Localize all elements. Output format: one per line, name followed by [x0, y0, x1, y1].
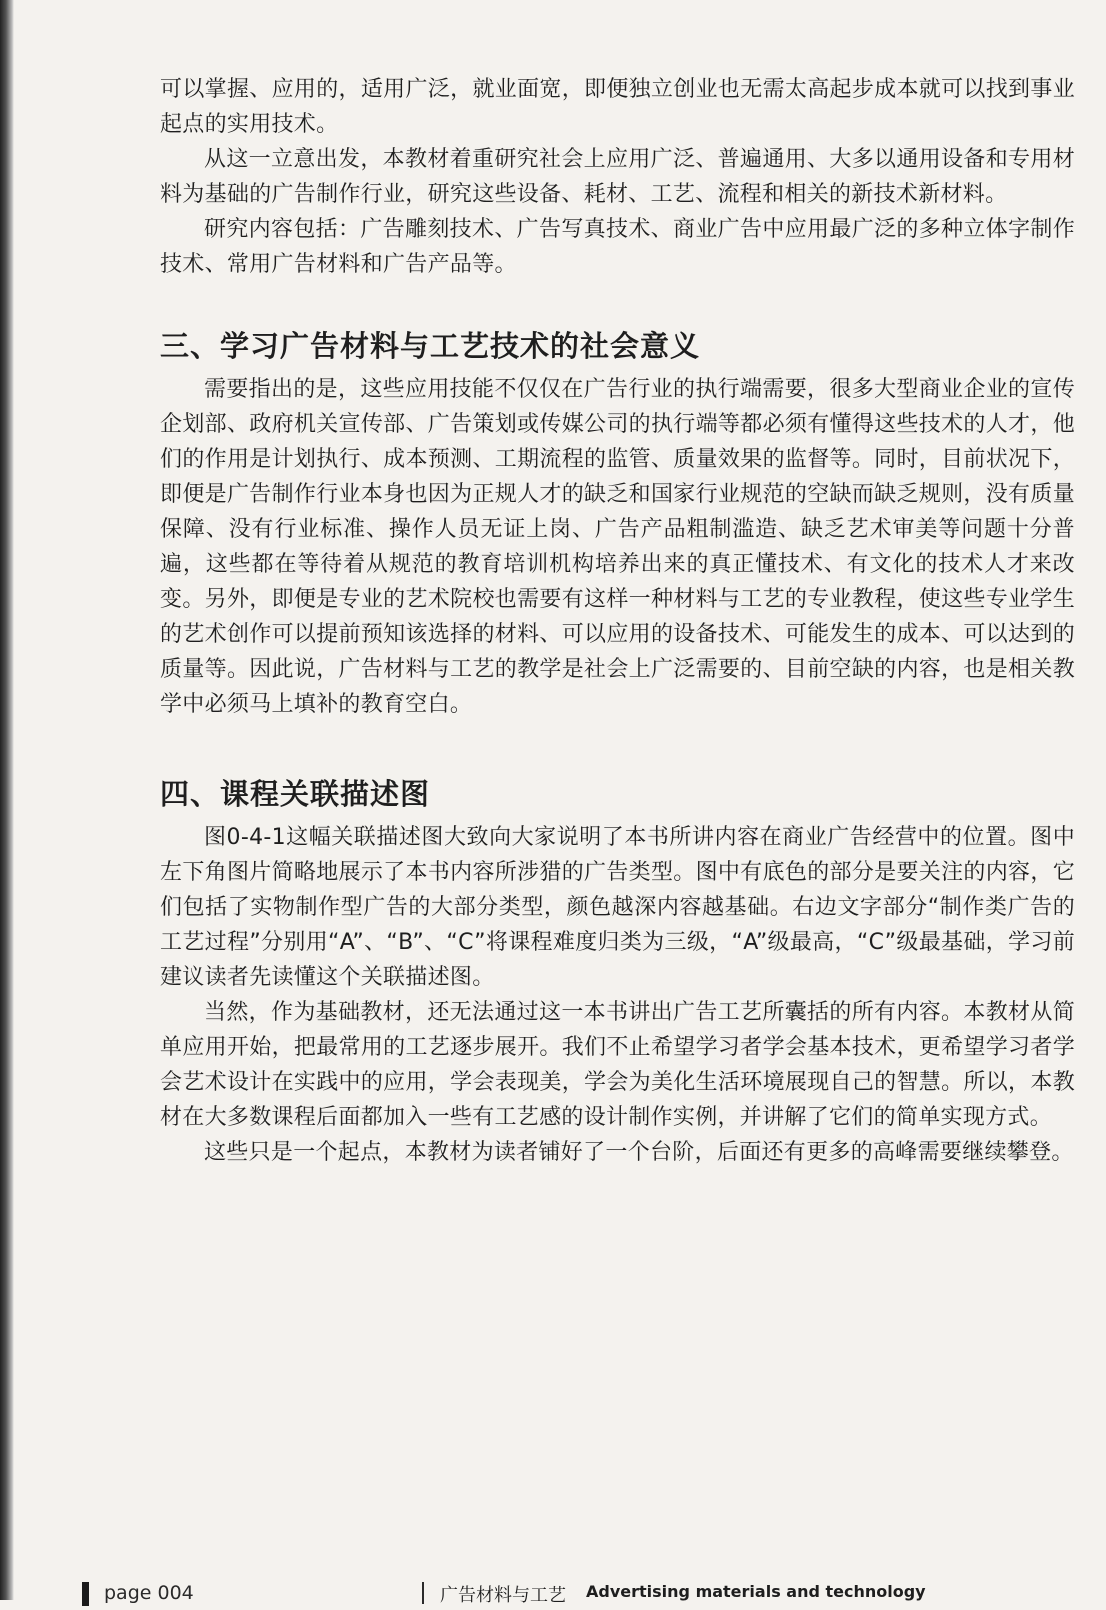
paragraph-continuation: 可以掌握、应用的，适用广泛，就业面宽，即便独立创业也无需太高起步成本就可以找到事业起点的实用技术。	[160, 77, 1075, 137]
section-4-heading: 四、课程关联描述图	[160, 777, 431, 811]
section-4-paragraph-3: 这些只是一个起点，本教材为读者铺好了一个台阶，后面还有更多的高峰需要继续攀登。	[204, 1140, 1074, 1165]
paragraph-focus: 从这一立意出发，本教材着重研究社会上应用广泛、普遍通用、大多以通用设备和专用材料为基础的广告制作行业，研究这些设备、耗材、工艺、流程和相关的新技术新材料。	[160, 147, 1075, 207]
section-3-paragraph: 需要指出的是，这些应用技能不仅仅在广告行业的执行端需要，很多大型商业企业的宣传企划部、政府机关宣传部、广告策划或传媒公司的执行端等都必须有懂得这些技术的人才，他们的作用是计划执行、成本预测、工期流程的监管、质量效果的监督等。同时，目前状况下，即便是广告制作行业本身也因为正规人才的缺乏和国家行业规范的空缺而缺乏规则，没有质量保障、没有行业标准、操作人员无证上岗、广告产品粗制滥造、缺乏艺术审美等问题十分普遍，这些都在等待着从规范的教育培训机构培养出来的真正懂技术、有文化的技术人才来改变。另外，即便是专业的艺术院校也需要有这样一种材料与工艺的专业教程，使这些专业学生的艺术创作可以提前预知该选择的材料、可以应用的设备技术、可能发生的成本、可以达到的质量等。因此说，广告材料与工艺的教学是社会上广泛需要的、目前空缺的内容，也是相关教学中必须马上填补的教育空白。	[160, 377, 1075, 717]
page-number: page 004	[104, 1582, 194, 1604]
paragraph-research-content: 研究内容包括：广告雕刻技术、广告写真技术、商业广告中应用最广泛的多种立体字制作技术、常用广告材料和广告产品等。	[160, 217, 1075, 277]
page-spine-shadow	[0, 0, 14, 1600]
section-3-heading: 三、学习广告材料与工艺技术的社会意义	[160, 329, 701, 363]
footer-marker-bar	[82, 1582, 89, 1606]
page-body	[160, 72, 1075, 1170]
section-4-paragraph-2: 当然，作为基础教材，还无法通过这一本书讲出广告工艺所囊括的所有内容。本教材从简单应用开始，把最常用的工艺逐步展开。我们不止希望学习者学会基本技术，更希望学习者学会艺术设计在实践中的应用，学会表现美，学会为美化生活环境展现自己的智慧。所以，本教材在大多数课程后面都加入一些有工艺感的设计制作实例，并讲解了它们的简单实现方式。	[160, 1000, 1075, 1130]
footer-divider	[422, 1582, 424, 1604]
book-title-english: Advertising materials and technology	[586, 1582, 926, 1601]
book-title-chinese: 广告材料与工艺	[440, 1585, 566, 1606]
section-4-paragraph-1: 图0-4-1这幅关联描述图大致向大家说明了本书所讲内容在商业广告经营中的位置。图中左下角图片简略地展示了本书内容所涉猎的广告类型。图中有底色的部分是要关注的内容，它们包括了实物制作型广告的大部分类型，颜色越深内容越基础。右边文字部分“制作类广告的工艺过程”分别用“A”、“B”、“C”将课程难度归类为三级，“A”级最高，“C”级最基础，学习前建议读者先读懂这个关联描述图。	[160, 825, 1075, 990]
page-footer	[82, 1580, 982, 1610]
